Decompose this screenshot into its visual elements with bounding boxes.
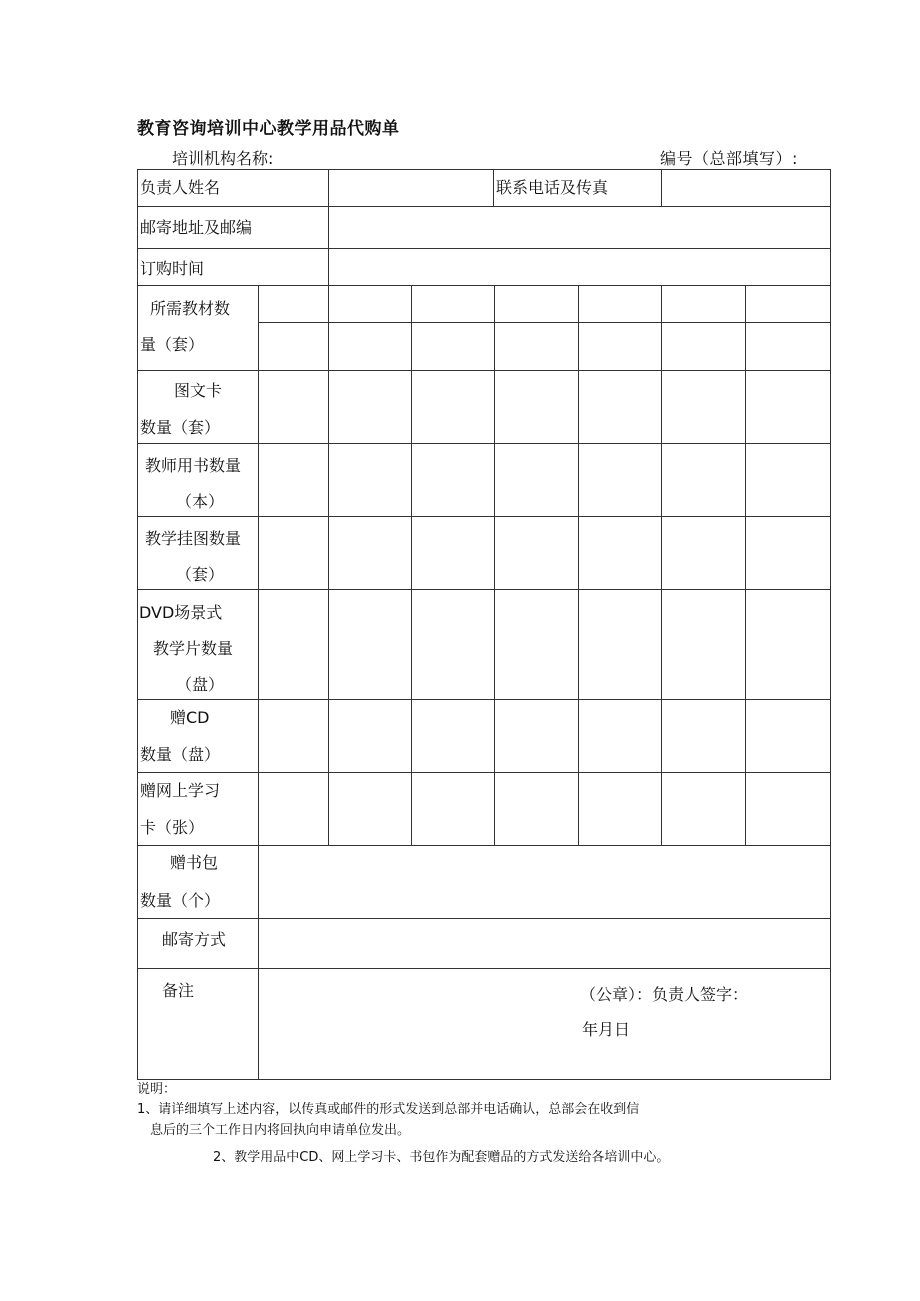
phone-fax-label: 联系电话及传真 bbox=[496, 178, 609, 197]
row-line bbox=[137, 248, 831, 249]
teacher-book-label-line2: （本） bbox=[176, 492, 225, 511]
date-label: 年月日 bbox=[582, 1020, 631, 1039]
col-line bbox=[411, 285, 412, 846]
textbook-label-line1: 所需教材数 bbox=[150, 299, 231, 318]
row-line bbox=[137, 285, 831, 286]
online-card-label-line1: 赠网上学习 bbox=[140, 781, 221, 800]
col-line bbox=[745, 285, 746, 846]
col-line bbox=[661, 169, 662, 207]
seal-signature-label: （公章）：负责人签字： bbox=[580, 985, 749, 1004]
school-bag-label-line2: 数量（个） bbox=[140, 891, 221, 910]
dvd-label-line3: （盘） bbox=[176, 675, 225, 694]
shipping-method-label: 邮寄方式 bbox=[162, 930, 227, 949]
order-time-label: 订购时间 bbox=[140, 259, 205, 278]
form-title: 教育咨询培训中心教学用品代购单 bbox=[137, 119, 400, 139]
row-line bbox=[137, 918, 831, 919]
table-border-top bbox=[137, 169, 831, 170]
row-line bbox=[137, 772, 831, 773]
row-line bbox=[137, 370, 831, 371]
row-line bbox=[137, 589, 831, 590]
cd-label-line1: 赠CD bbox=[170, 708, 210, 727]
teacher-book-label-line1: 教师用书数量 bbox=[145, 456, 242, 475]
cd-label-line2: 数量（盘） bbox=[140, 745, 221, 764]
remarks-label: 备注 bbox=[162, 981, 195, 1000]
table-border-left bbox=[137, 169, 138, 1080]
note-item-2: 2、教学用品中CD、网上学习卡、书包作为配套赠品的方式发送给各培训中心。 bbox=[213, 1150, 670, 1165]
online-card-label-line2: 卡（张） bbox=[140, 818, 205, 837]
address-label: 邮寄地址及邮编 bbox=[140, 218, 253, 237]
textbook-label-line2: 量（套） bbox=[140, 335, 205, 354]
row-line bbox=[137, 443, 831, 444]
dvd-label-line1: DVD场景式 bbox=[139, 603, 223, 622]
serial-number-label: 编号（总部填写）: bbox=[660, 149, 798, 168]
note-item-1-line1: 1、请详细填写上述内容，以传真或邮件的形式发送到总部并电话确认，总部会在收到信 bbox=[137, 1102, 640, 1117]
col-line bbox=[493, 169, 494, 207]
row-line bbox=[137, 968, 831, 969]
table-border-bottom bbox=[137, 1079, 831, 1080]
row-line bbox=[137, 699, 831, 700]
school-bag-label-line1: 赠书包 bbox=[170, 853, 219, 872]
org-name-label: 培训机构名称: bbox=[172, 149, 274, 168]
dvd-label-line2: 教学片数量 bbox=[153, 639, 234, 658]
picture-card-label-line1: 图文卡 bbox=[174, 381, 223, 400]
col-line bbox=[328, 285, 329, 846]
col-line bbox=[494, 285, 495, 846]
col-line bbox=[328, 169, 329, 286]
note-item-1-line2: 息后的三个工作日内将回执向申请单位发出。 bbox=[150, 1123, 411, 1138]
wall-chart-label-line1: 教学挂图数量 bbox=[145, 529, 242, 548]
row-line bbox=[137, 516, 831, 517]
col-line bbox=[258, 285, 259, 1080]
col-line bbox=[578, 285, 579, 846]
col-line bbox=[661, 285, 662, 846]
picture-card-label-line2: 数量（套） bbox=[140, 418, 221, 437]
row-line bbox=[137, 845, 831, 846]
table-border-right bbox=[830, 169, 831, 1080]
manager-name-label: 负责人姓名 bbox=[140, 178, 221, 197]
wall-chart-label-line2: （套） bbox=[176, 565, 225, 584]
notes-heading: 说明： bbox=[137, 1082, 177, 1097]
row-line bbox=[137, 206, 831, 207]
